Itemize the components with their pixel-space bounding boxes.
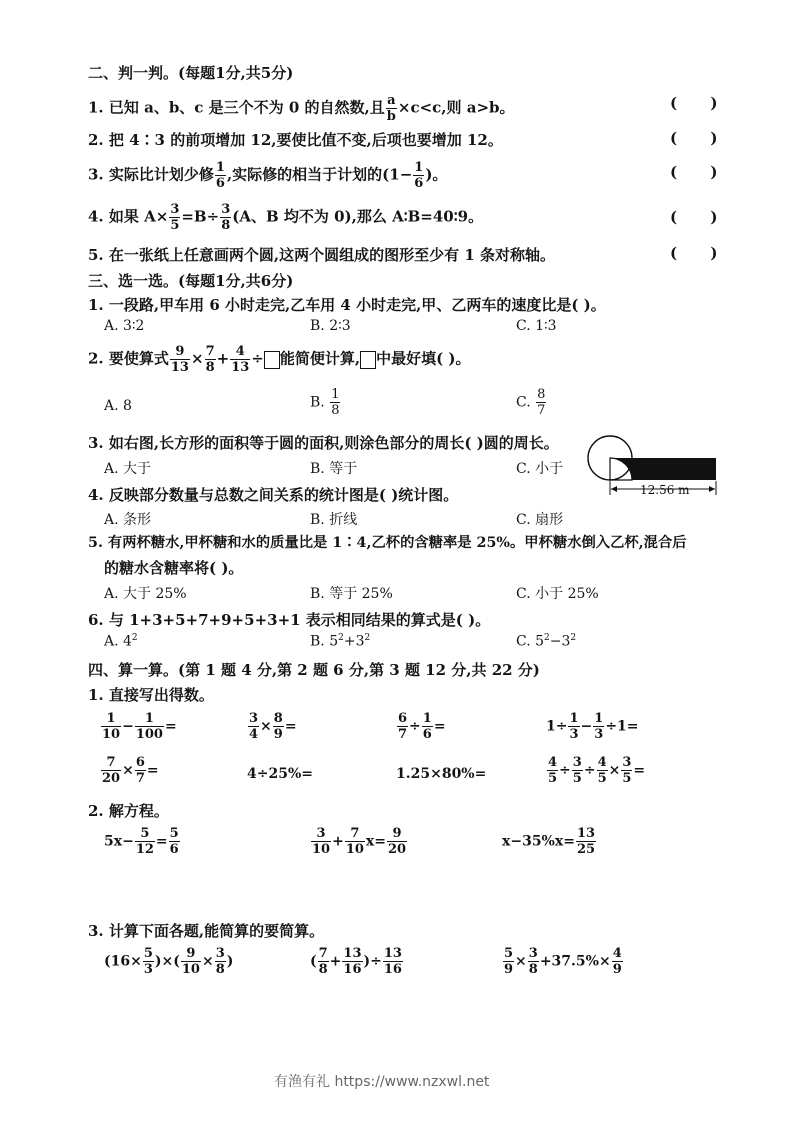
expression-3: $\frac{5}{9}$ × $\frac{3}{8}$ +37.5%× $\frac{4}{9}$ <box>504 946 622 977</box>
fraction: $\frac{3}{8}$ <box>221 202 231 233</box>
blank-box[interactable] <box>360 351 376 369</box>
judge-q5: 5. 在一张纸上任意画两个圆,这两个圆组成的图形至少有 1 条对称轴。 <box>88 246 555 264</box>
choose-q3: 3. 如右图,长方形的面积等于圆的面积,则涂色部分的周长( )圆的周长。 <box>88 434 559 452</box>
fraction: $\frac{7}{8}$ <box>205 344 215 375</box>
calc-item: $\frac{7}{20}$ × $\frac{6}{7}$ = <box>102 755 159 786</box>
option-a[interactable]: A. 大于 <box>104 461 152 477</box>
fraction: $\frac{1}{6}$ <box>414 160 424 191</box>
fraction: $\frac{3}{5}$ <box>170 202 180 233</box>
option-b[interactable]: B. $5^2+3^2$ <box>310 633 371 650</box>
option-c[interactable]: C. $\frac{8}{7}$ <box>516 387 546 418</box>
option-b[interactable]: B. 等于 <box>310 461 358 477</box>
expression-1: (16× $\frac{5}{3}$ )×( $\frac{9}{10}$ × $\frac{3}{8}$ ) <box>104 946 234 977</box>
option-a[interactable]: A. 大于 25% <box>104 586 187 602</box>
fraction: $\frac{4}{13}$ <box>231 344 250 375</box>
judge-q3: 3. 实际比计划少修 $\frac{1}{6}$ ,实际修的相当于计划的(1− $\frac{1}{6}$ )。 <box>88 160 448 191</box>
judge-q4: 4. 如果 A× $\frac{3}{5}$ =B÷ $\frac{3}{8}$ (A、B 均不为 0),那么 A∶B=40∶9。 <box>88 202 484 233</box>
option-c[interactable]: C. 1∶3 <box>516 318 557 334</box>
option-c[interactable]: C. 扇形 <box>516 512 564 528</box>
equation-3: x−35%x= $\frac{13}{25}$ <box>502 826 596 857</box>
choose-q6: 6. 与 1+3+5+7+9+5+3+1 表示相同结果的算式是( )。 <box>88 611 491 629</box>
calc-part3-title: 3. 计算下面各题,能简算的要简算。 <box>88 922 325 940</box>
section-choose-heading: 三、选一选。(每题1分,共6分) <box>88 272 294 290</box>
section-calc-heading: 四、算一算。(第 1 题 4 分,第 2 题 6 分,第 3 题 12 分,共 22 分) <box>88 661 540 679</box>
equation-2: $\frac{3}{10}$ + $\frac{7}{10}$ x= $\frac{9}{20}$ <box>312 826 407 857</box>
calc-item: 4÷25%= <box>247 766 313 782</box>
calc-item: $\frac{4}{5}$ ÷ $\frac{3}{5}$ ÷ $\frac{4}{5}$ × $\frac{3}{5}$ = <box>548 755 646 786</box>
choose-q5-line2: 的糖水含糖率将( )。 <box>104 559 244 577</box>
choose-q1: 1. 一段路,甲车用 6 小时走完,乙车用 4 小时走完,甲、乙两车的速度比是( )。 <box>88 296 606 314</box>
choose-q4: 4. 反映部分数量与总数之间关系的统计图是( )统计图。 <box>88 486 459 504</box>
option-a[interactable]: A. 8 <box>104 398 132 414</box>
choose-q2: 2. 要使算式 $\frac{9}{13}$ × $\frac{7}{8}$ + $\frac{4}{13}$ ÷ 能简便计算, 中最好填( )。 <box>88 344 471 375</box>
option-b[interactable]: B. 2∶3 <box>310 318 351 334</box>
fraction: $\frac{8}{7}$ <box>537 387 546 418</box>
option-b[interactable]: B. 折线 <box>310 512 358 528</box>
option-c[interactable]: C. 小于 25% <box>516 586 599 602</box>
fraction: $\frac{a}{b}$ <box>386 93 396 124</box>
answer-paren[interactable]: ( ) <box>670 163 732 181</box>
answer-paren[interactable]: ( ) <box>670 244 732 262</box>
option-c[interactable]: C. $5^2-3^2$ <box>516 633 577 650</box>
option-b[interactable]: B. 等于 25% <box>310 586 393 602</box>
judge-q2: 2. 把 4∶3 的前项增加 12,要使比值不变,后项也要增加 12。 <box>88 131 503 149</box>
judge-q1: 1. 已知 a、b、c 是三个不为 0 的自然数,且 $\frac{a}{b}$ ×c<c,则 a>b。 <box>88 93 515 124</box>
circle-rectangle-figure <box>580 425 725 500</box>
calc-item: $\frac{3}{4}$ × $\frac{8}{9}$ = <box>249 711 297 742</box>
option-a[interactable]: A. 3∶2 <box>104 318 145 334</box>
calc-part1-title: 1. 直接写出得数。 <box>88 686 214 704</box>
calc-part2-title: 2. 解方程。 <box>88 802 169 820</box>
equation-1: 5x− $\frac{5}{12}$ = $\frac{5}{6}$ <box>104 826 179 857</box>
fraction: $\frac{9}{13}$ <box>170 344 189 375</box>
expression-2: ( $\frac{7}{8}$ + $\frac{13}{16}$ )÷ $\frac{13}{16}$ <box>310 946 402 977</box>
answer-paren[interactable]: ( ) <box>670 129 732 147</box>
option-a[interactable]: A. 条形 <box>104 512 152 528</box>
answer-paren[interactable]: ( ) <box>670 208 732 226</box>
option-c[interactable]: C. 小于 <box>516 461 564 477</box>
fraction: $\frac{1}{8}$ <box>331 387 340 418</box>
option-b[interactable]: B. $\frac{1}{8}$ <box>310 387 340 418</box>
figure-length-label: 12.56 m <box>640 483 690 497</box>
section-judge-heading: 二、判一判。(每题1分,共5分) <box>88 64 294 82</box>
answer-paren[interactable]: ( ) <box>670 94 732 112</box>
calc-item: 1÷ $\frac{1}{3}$ − $\frac{1}{3}$ ÷1= <box>546 711 639 742</box>
fraction: $\frac{1}{6}$ <box>215 160 225 191</box>
choose-q5-line1: 5. 有两杯糖水,甲杯糖和水的质量比是 1∶4,乙杯的含糖率是 25%。甲杯糖水倒入乙杯,混合后 <box>88 535 687 551</box>
calc-item: $\frac{6}{7}$ ÷ $\frac{1}{6}$ = <box>398 711 446 742</box>
footer-watermark: 有渔有礼 https://www.nzxwl.net <box>274 1074 490 1090</box>
calc-item: 1.25×80%= <box>396 766 487 782</box>
option-a[interactable]: A. $4^2$ <box>104 633 138 650</box>
calc-item: $\frac{1}{10}$ − $\frac{1}{100}$ = <box>102 711 177 742</box>
blank-box[interactable] <box>264 351 280 369</box>
